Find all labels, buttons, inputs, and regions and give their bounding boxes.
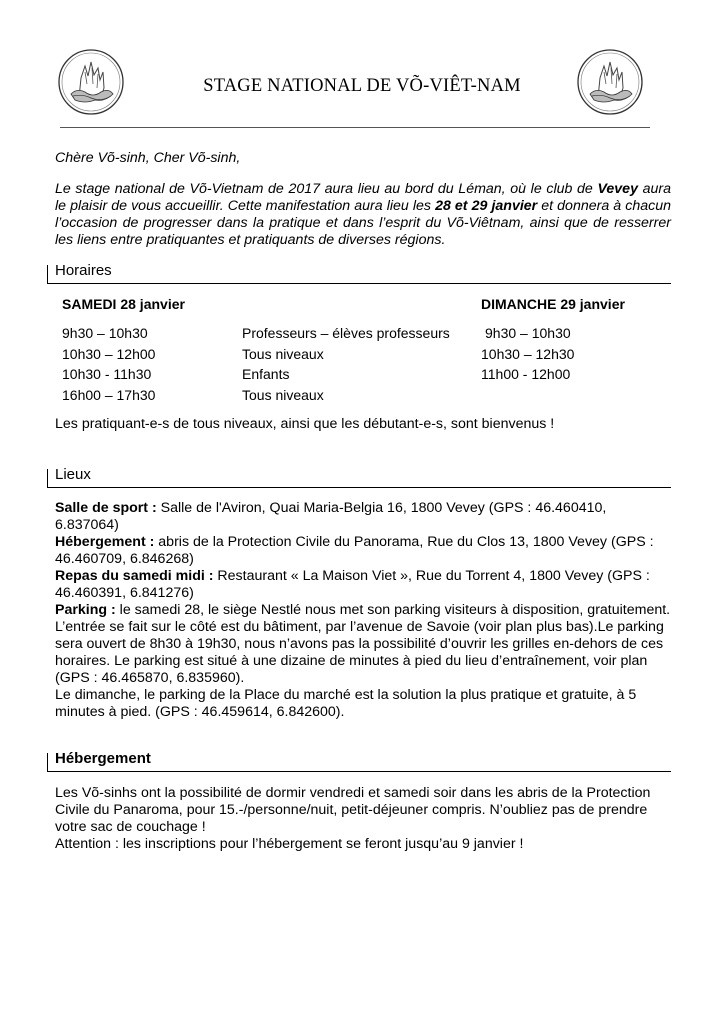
header-divider [60,127,650,128]
intro-dates: 28 et 29 janvier [435,198,538,214]
lodging-label: Hébergement : [55,534,155,550]
hebergement-text: Les Võ-sinhs ont la possibilité de dormir vendredi et samedi soir dans les abris de la Protection Civile du Panaroma, pour 15.-/personne/nuit, petit-déjeuner compris. N’oubliez pas de prendre votre sac de couchage ! [55,785,651,835]
group-names [242,323,450,405]
sunday-parking-text: Le dimanche, le parking de la Place du marché est la solution la plus pratique et gratuite, à 5 minutes à pied. (GPS : 46.459614, 6.842600). [55,687,637,720]
sunday-header: DIMANCHE 29 janvier [481,296,625,312]
time-slot: 9h30 – 10h30 [62,325,148,341]
saturday-header: SAMEDI 28 janvier [62,296,185,312]
section-hebergement [47,750,671,772]
time-slot: 10h30 - 11h30 [62,366,152,382]
venue-text: Salle de l'Aviron, Quai Maria-Belgia 16, 1800 Vevey (GPS : 46.460410, 6.837064) [55,500,607,533]
saturday-times [62,323,155,405]
page-title: STAGE NATIONAL DE VÕ-VIÊT-NAM [203,76,521,96]
group-label: Enfants [242,366,290,382]
hebergement-deadline: Attention : les inscriptions pour l’hébergement se feront jusqu’au 9 janvier ! [55,836,524,852]
time-slot: 9h30 – 10h30 [485,325,571,341]
time-slot: 10h30 – 12h00 [62,345,156,362]
horaires-note: Les pratiquant-e-s de tous niveaux, ainsi que les débutant-e-s, sont bienvenus ! [55,416,555,432]
lodging-text: abris de la Protection Civile du Panorama, Rue du Clos 13, 1800 Vevey (GPS : 46.460709, 6.846268) [55,534,654,567]
lunch-label: Repas du samedi midi : [55,568,214,584]
time-slot: 16h00 – 17h30 [62,386,156,403]
section-lieux [47,466,671,488]
hebergement-body [55,785,671,853]
group-label: Professeurs – élèves professeurs [242,325,450,341]
intro-text-1: Le stage national de Võ-Vietnam de 2017 aura lieu au bord du Léman, où le club de [55,181,598,197]
group-label: Tous niveaux [242,386,324,403]
venue-label: Salle de sport : [55,500,157,516]
section-horaires [47,262,671,284]
time-slot: 11h00 - 12h00 [481,366,571,382]
lunch-text: Restaurant « La Maison Viet », Rue du Torrent 4, 1800 Vevey (GPS : 46.460391, 6.841276) [55,568,650,601]
intro-text-2: aura le plaisir de vous accueillir. Cette manifestation aura lieu les [55,181,672,214]
section-heading: Horaires [55,262,112,279]
section-heading: Lieux [55,466,91,483]
intro-text-3: et donnera à chacun l’occasion de progresser dans la pratique et dans l’esprit du Võ-Viêtnam, ainsi que de resserrer les liens entre pratiquantes et pratiquants de diverses régions. [55,198,672,248]
lieux-body [55,500,671,721]
parking-label: Parking : [55,602,116,618]
section-heading: Hébergement [55,750,151,767]
sunday-times [481,323,574,385]
parking-text: le samedi 28, le siège Nestlé nous met son parking visiteurs à disposition, gratuitement. L’entrée se fait sur le côté est du bâtiment, par l’avenue de Savoie (voir plan plus bas).Le parking sera ouvert de 8h30 à 19h30, nous n’avons pas la possibilité d’ouvrir les grilles en-dehors de ces horaires. Le parking est situé à une dizaine de minutes à pied du lieu d’entraînement, voir plan (GPS : 46.465870, 6.835960). [55,602,671,686]
group-label: Tous niveaux [242,345,324,362]
intro-paragraph [55,181,671,249]
time-slot: 10h30 – 12h30 [481,345,575,362]
greeting: Chère Võ-sinh, Cher Võ-sinh, [55,150,241,166]
intro-club-name: Vevey [597,181,638,197]
